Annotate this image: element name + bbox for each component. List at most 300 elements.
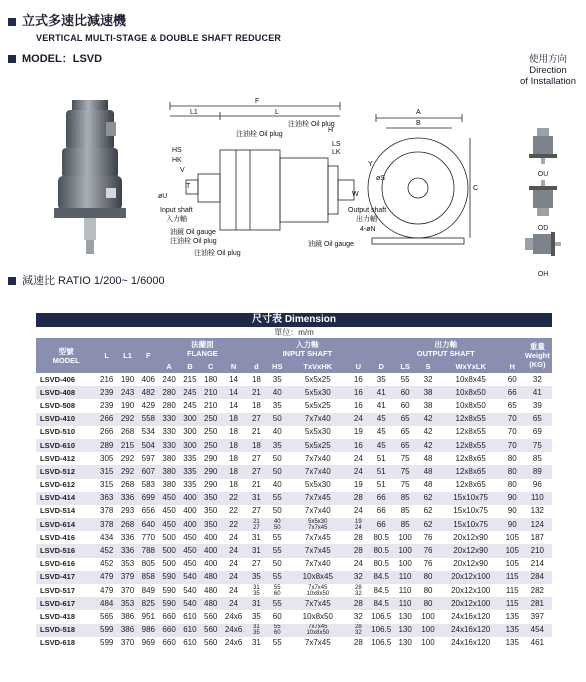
model-cell: LSVD-417 <box>36 571 96 584</box>
table-cell: 38 <box>417 399 440 412</box>
table-cell: 50 <box>267 413 288 426</box>
table-row <box>36 452 552 465</box>
table-cell: 560 <box>200 637 221 650</box>
table-cell: 24x6 <box>221 624 246 637</box>
oil-plug-label-2: 注油栓 Oil plug <box>288 121 335 128</box>
table-cell: 80.5 <box>369 531 394 544</box>
direction-en-2: of Installation <box>520 76 576 87</box>
table-cell: 18 <box>246 373 267 386</box>
subheader-hs: HS <box>267 360 288 373</box>
table-cell: 397 <box>523 610 552 623</box>
table-cell: 190 <box>117 399 138 412</box>
direction-en-1: Direction <box>529 65 567 76</box>
table-cell: 268 <box>117 426 138 439</box>
table-cell: 31 <box>246 597 267 610</box>
subheader-s: S <box>417 360 440 373</box>
table-cell: 28 32 <box>348 624 369 637</box>
table-cell: 40 50 <box>267 518 288 531</box>
table-cell: 454 <box>523 624 552 637</box>
table-cell: 607 <box>138 465 159 478</box>
table-cell: 400 <box>180 492 201 505</box>
header-weight <box>523 338 552 373</box>
bullet-square-icon <box>8 277 16 285</box>
table-cell: 7x7x40 <box>288 413 348 426</box>
table-cell: 378 <box>96 518 117 531</box>
table-cell: 110 <box>523 492 552 505</box>
table-cell: 100 <box>417 637 440 650</box>
table-cell: 76 <box>417 544 440 557</box>
table-cell: 7x7x45 10x8x50 <box>288 624 348 637</box>
table-cell: 115 <box>502 571 523 584</box>
table-cell: 300 <box>180 413 201 426</box>
table-cell: 7x7x45 <box>288 544 348 557</box>
table-cell: 250 <box>200 413 221 426</box>
table-cell: 96 <box>523 479 552 492</box>
table-cell: 315 <box>96 479 117 492</box>
table-cell: 55 60 <box>267 584 288 597</box>
table-cell: 210 <box>200 399 221 412</box>
table-cell: 500 <box>159 544 180 557</box>
table-cell: 28 <box>348 637 369 650</box>
table-cell: 84.5 <box>369 584 394 597</box>
table-cell: 599 <box>96 624 117 637</box>
table-cell: 51 <box>369 452 394 465</box>
table-cell: 105 <box>502 544 523 557</box>
table-cell: 610 <box>180 610 201 623</box>
table-cell: 60 <box>267 610 288 623</box>
table-cell: 24 <box>221 544 246 557</box>
table-row <box>36 531 552 544</box>
header-L1: L1 <box>117 338 138 373</box>
table-cell: 66 <box>369 518 394 531</box>
table-cell: 482 <box>138 386 159 399</box>
table-cell: 35 <box>246 610 267 623</box>
table-cell: 500 <box>159 558 180 571</box>
table-cell: 19 <box>348 426 369 439</box>
table-cell: 280 <box>159 399 180 412</box>
table-cell: 76 <box>417 531 440 544</box>
dim-U: øU <box>158 193 168 200</box>
table-cell: 90 <box>502 505 523 518</box>
table-cell: 250 <box>200 426 221 439</box>
table-cell: 75 <box>523 439 552 452</box>
table-cell: 10x8x50 <box>288 610 348 623</box>
output-shaft-label: Output shaft <box>348 207 387 214</box>
table-cell: 24x16x120 <box>439 624 501 637</box>
header-flange-en: FLANGE <box>186 349 218 358</box>
table-cell: 450 <box>180 531 201 544</box>
table-cell: 10x8x50 <box>439 399 501 412</box>
title-cn-text: 立式多速比減速機 <box>22 13 127 28</box>
table-cell: 590 <box>159 597 180 610</box>
table-cell: 42 <box>417 439 440 452</box>
model-cell: LSVD-617 <box>36 597 96 610</box>
table-cell: 130 <box>394 624 417 637</box>
table-cell: 5x5x25 <box>288 439 348 452</box>
table-cell: 31 <box>246 544 267 557</box>
table-cell: 28 32 <box>348 584 369 597</box>
model-heading <box>8 50 102 66</box>
direction-cn: 使用方向 <box>529 54 568 65</box>
direction-oh <box>518 226 568 276</box>
dim-HS: HS <box>172 147 182 154</box>
table-cell: 24 <box>221 597 246 610</box>
table-cell: 540 <box>180 584 201 597</box>
table-row <box>36 479 552 492</box>
dim-V: V <box>180 167 185 174</box>
table-cell: 699 <box>138 492 159 505</box>
header-model <box>36 338 96 373</box>
table-cell: 100 <box>394 544 417 557</box>
table-cell: 69 <box>523 426 552 439</box>
table-cell: 400 <box>200 544 221 557</box>
table-cell: 22 <box>221 492 246 505</box>
table-cell: 62 <box>417 505 440 518</box>
table-cell: 20x12x90 <box>439 558 501 571</box>
table-cell: 24 <box>221 558 246 571</box>
model-cell: LSVD-510 <box>36 426 96 439</box>
table-cell: 540 <box>180 571 201 584</box>
model-cell: LSVD-416 <box>36 531 96 544</box>
table-cell: 180 <box>200 373 221 386</box>
table-cell: 400 <box>180 518 201 531</box>
table-cell: 7x7x40 <box>288 452 348 465</box>
oil-plug-label-4: 注油栓 Oil plug <box>194 250 241 257</box>
table-cell: 380 <box>159 465 180 478</box>
table-row <box>36 386 552 399</box>
subheader-ls: LS <box>394 360 417 373</box>
table-cell: 132 <box>523 505 552 518</box>
table-cell: 75 <box>394 465 417 478</box>
table-cell: 18 <box>221 465 246 478</box>
table-row <box>36 399 552 412</box>
table-cell: 788 <box>138 544 159 557</box>
model-cell: LSVD-612 <box>36 479 96 492</box>
table-cell: 84.5 <box>369 571 394 584</box>
header-flange-cn: 法蘭面 <box>191 340 214 349</box>
model-cell: LSVD-518 <box>36 624 96 637</box>
table-cell: 245 <box>180 399 201 412</box>
table-cell: 452 <box>96 544 117 557</box>
table-cell: 100 <box>417 610 440 623</box>
table-cell: 39 <box>523 399 552 412</box>
table-cell: 379 <box>117 571 138 584</box>
table-cell: 315 <box>96 465 117 478</box>
table-cell: 65 <box>502 399 523 412</box>
header-input-shaft <box>246 338 369 360</box>
table-cell: 89 <box>523 465 552 478</box>
table-cell: 115 <box>502 584 523 597</box>
dim-F: F <box>255 98 260 105</box>
table-cell: 805 <box>138 558 159 571</box>
model-cell: LSVD-516 <box>36 544 96 557</box>
table-cell: 583 <box>138 479 159 492</box>
table-cell: 35 <box>267 439 288 452</box>
header-flange <box>159 338 246 360</box>
header-L: L <box>96 338 117 373</box>
table-row <box>36 597 552 610</box>
model-cell: LSVD-406 <box>36 373 96 386</box>
table-cell: 45 <box>369 439 394 452</box>
table-row <box>36 492 552 505</box>
subheader-wxyxlk: WxYxLK <box>439 360 501 373</box>
table-cell: 610 <box>180 624 201 637</box>
title-en: VERTICAL MULTI-STAGE & DOUBLE SHAFT REDUCER <box>36 33 282 43</box>
table-cell: 32 <box>348 610 369 623</box>
table-row <box>36 465 552 478</box>
table-row <box>36 571 552 584</box>
subheader-txvxhk: TxVxHK <box>288 360 348 373</box>
table-cell: 50 <box>267 505 288 518</box>
subheader-d: D <box>369 360 394 373</box>
table-cell: 350 <box>200 492 221 505</box>
table-cell: 22 <box>221 505 246 518</box>
table-cell: 31 <box>246 492 267 505</box>
dim-H: H <box>328 127 334 134</box>
product-photo <box>36 92 146 272</box>
table-cell: 20x12x100 <box>439 597 501 610</box>
table-cell: 560 <box>200 610 221 623</box>
table-cell: 24 <box>221 571 246 584</box>
table-row <box>36 558 552 571</box>
subheader-c: C <box>200 360 221 373</box>
dim-S: øS <box>376 175 385 182</box>
table-cell: 18 <box>221 426 246 439</box>
model-cell: LSVD-616 <box>36 558 96 571</box>
table-cell: 300 <box>180 439 201 452</box>
header-model-cn: 型號 <box>58 346 74 356</box>
table-cell: 336 <box>117 492 138 505</box>
table-cell: 215 <box>180 373 201 386</box>
table-row <box>36 518 552 531</box>
subheader-n: N <box>221 360 246 373</box>
table-cell: 18 <box>221 479 246 492</box>
table-title: 尺寸表 Dimension <box>36 313 552 327</box>
model-cell: LSVD-414 <box>36 492 96 505</box>
table-cell: 400 <box>200 558 221 571</box>
table-cell: 7x7x45 <box>288 637 348 650</box>
table-cell: 5x5x30 7x7x45 <box>288 518 348 531</box>
table-cell: 504 <box>138 439 159 452</box>
table-cell: 540 <box>180 597 201 610</box>
table-cell: 60 <box>394 386 417 399</box>
table-cell: 350 <box>200 505 221 518</box>
table-cell: 480 <box>200 597 221 610</box>
table-cell: 335 <box>180 452 201 465</box>
table-cell: 50 <box>267 558 288 571</box>
table-row <box>36 439 552 452</box>
subheader-d: d <box>246 360 267 373</box>
table-row <box>36 413 552 426</box>
table-cell: 31 <box>246 637 267 650</box>
table-cell: 386 <box>117 610 138 623</box>
model-cell: LSVD-412 <box>36 452 96 465</box>
table-cell: 40 <box>267 386 288 399</box>
table-cell: 5x5x30 <box>288 386 348 399</box>
table-cell: 16 <box>348 373 369 386</box>
table-row <box>36 584 552 597</box>
table-cell: 124 <box>523 518 552 531</box>
table-cell: 210 <box>523 544 552 557</box>
table-cell: 27 <box>246 465 267 478</box>
table-cell: 32 <box>523 373 552 386</box>
model-cell: LSVD-408 <box>36 386 96 399</box>
table-cell: 353 <box>117 597 138 610</box>
table-cell: 284 <box>523 571 552 584</box>
header-input-cn: 入力軸 <box>296 340 319 349</box>
table-cell: 268 <box>117 479 138 492</box>
table-cell: 250 <box>200 439 221 452</box>
table-cell: 597 <box>138 452 159 465</box>
table-cell: 21 27 <box>246 518 267 531</box>
table-cell: 534 <box>138 426 159 439</box>
table-cell: 130 <box>394 610 417 623</box>
header-output-cn: 出力軸 <box>434 340 457 349</box>
table-cell: 42 <box>417 426 440 439</box>
table-cell: 80 <box>502 465 523 478</box>
table-cell: 55 <box>267 637 288 650</box>
table-cell: 19 24 <box>348 518 369 531</box>
table-cell: 14 <box>221 386 246 399</box>
table-cell: 335 <box>180 465 201 478</box>
table-cell: 560 <box>200 624 221 637</box>
table-cell: 48 <box>417 452 440 465</box>
table-row <box>36 373 552 386</box>
dim-L: L <box>275 109 279 116</box>
table-cell: 24 <box>348 465 369 478</box>
table-cell: 12x8x55 <box>439 439 501 452</box>
model-cell: LSVD-614 <box>36 518 96 531</box>
table-cell: 500 <box>159 531 180 544</box>
table-cell: 289 <box>96 439 117 452</box>
table-cell: 55 <box>267 571 288 584</box>
table-cell: 70 <box>502 413 523 426</box>
table-cell: 480 <box>200 584 221 597</box>
table-cell: 16 <box>348 439 369 452</box>
table-cell: 14 <box>221 399 246 412</box>
table-cell: 24x16x120 <box>439 637 501 650</box>
ratio-heading <box>8 272 165 288</box>
table-cell: 599 <box>96 637 117 650</box>
table-cell: 65 <box>394 413 417 426</box>
table-cell: 85 <box>394 492 417 505</box>
table-cell: 35 <box>369 373 394 386</box>
dim-HK: HK <box>172 157 182 164</box>
table-cell: 31 35 <box>246 584 267 597</box>
table-cell: 350 <box>200 518 221 531</box>
header-weight-cn: 重量 <box>529 342 545 351</box>
table-cell: 239 <box>96 399 117 412</box>
table-cell: 135 <box>502 637 523 650</box>
table-cell: 20x12x90 <box>439 531 501 544</box>
table-cell: 660 <box>159 637 180 650</box>
table-cell: 969 <box>138 637 159 650</box>
table-cell: 280 <box>159 386 180 399</box>
oil-gauge-label-1: 油鏡 Oil gauge <box>170 229 216 236</box>
table-cell: 825 <box>138 597 159 610</box>
table-cell: 19 <box>348 479 369 492</box>
dim-L1: L1 <box>190 109 198 116</box>
table-cell: 20x12x100 <box>439 571 501 584</box>
table-cell: 41 <box>369 399 394 412</box>
table-cell: 80 <box>502 479 523 492</box>
table-cell: 858 <box>138 571 159 584</box>
direction-ou-label: OU <box>537 171 549 178</box>
holes-label: 4-øN <box>360 226 376 233</box>
table-cell: 293 <box>117 505 138 518</box>
title-cn <box>8 10 126 29</box>
table-cell: 70 <box>502 426 523 439</box>
model-cell: LSVD-418 <box>36 610 96 623</box>
subheader-b: B <box>180 360 201 373</box>
input-shaft-label: Input shaft <box>160 207 193 214</box>
table-cell: 330 <box>159 413 180 426</box>
table-cell: 27 <box>246 558 267 571</box>
subheader-u: U <box>348 360 369 373</box>
dim-W: W <box>352 191 359 198</box>
table-cell: 187 <box>523 531 552 544</box>
table-cell: 290 <box>200 452 221 465</box>
table-cell: 5x5x25 <box>288 399 348 412</box>
table-cell: 100 <box>394 558 417 571</box>
table-cell: 28 <box>348 531 369 544</box>
table-cell: 24 <box>348 413 369 426</box>
table-cell: 76 <box>417 558 440 571</box>
table-cell: 380 <box>159 479 180 492</box>
table-cell: 266 <box>96 413 117 426</box>
table-cell: 290 <box>200 479 221 492</box>
table-row <box>36 544 552 557</box>
table-cell: 5x5x30 <box>288 426 348 439</box>
table-unit: 單位：m/m <box>36 327 552 338</box>
table-cell: 336 <box>117 531 138 544</box>
table-cell: 660 <box>159 610 180 623</box>
table-row <box>36 505 552 518</box>
table-cell: 951 <box>138 610 159 623</box>
table-cell: 62 <box>417 518 440 531</box>
dim-A: A <box>416 109 421 116</box>
table-cell: 12x8x65 <box>439 452 501 465</box>
table-cell: 55 60 <box>267 624 288 637</box>
table-cell: 10x8x45 <box>288 571 348 584</box>
table-cell: 400 <box>180 505 201 518</box>
table-cell: 31 35 <box>246 624 267 637</box>
direction-oh-label: OH <box>537 271 549 278</box>
table-cell: 21 <box>246 386 267 399</box>
dimension-table <box>36 313 552 650</box>
table-cell: 35 <box>246 571 267 584</box>
table-cell: 27 <box>246 452 267 465</box>
table-cell: 660 <box>159 624 180 637</box>
table-cell: 7x7x45 <box>288 531 348 544</box>
table-cell: 28 <box>348 597 369 610</box>
dim-T: T <box>186 183 191 190</box>
table-cell: 450 <box>159 518 180 531</box>
table-cell: 558 <box>138 413 159 426</box>
table-cell: 106.5 <box>369 624 394 637</box>
table-cell: 24x16x120 <box>439 610 501 623</box>
table-cell: 610 <box>180 637 201 650</box>
table-cell: 450 <box>159 492 180 505</box>
table-cell: 21 <box>246 426 267 439</box>
table-cell: 215 <box>117 439 138 452</box>
table-cell: 24x6 <box>221 637 246 650</box>
table-cell: 190 <box>117 373 138 386</box>
table-cell: 90 <box>502 518 523 531</box>
table-cell: 66 <box>369 492 394 505</box>
table-cell: 330 <box>159 439 180 452</box>
table-cell: 20x12x100 <box>439 584 501 597</box>
